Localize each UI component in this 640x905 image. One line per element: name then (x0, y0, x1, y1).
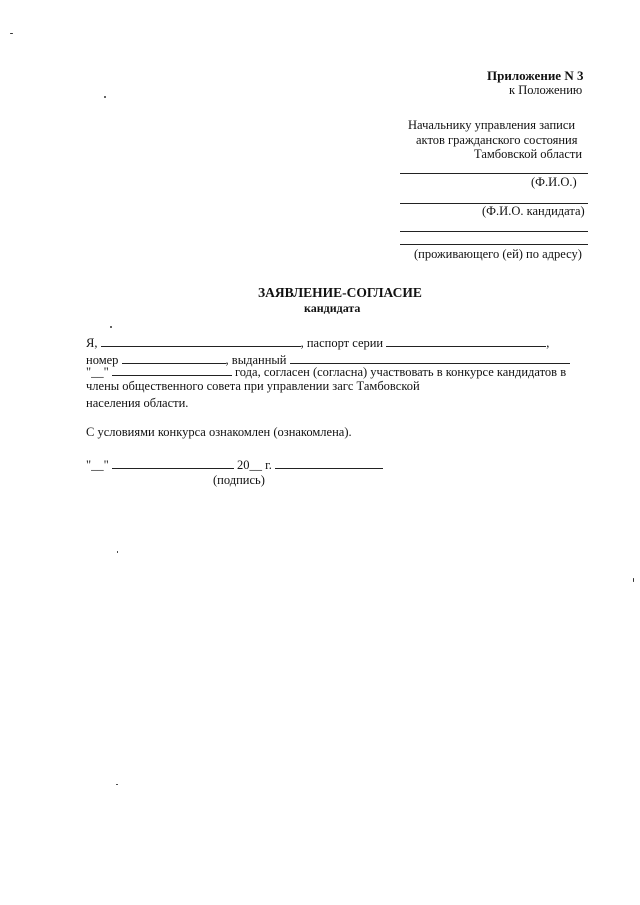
scan-speck (104, 96, 106, 98)
passport-number-field[interactable] (122, 352, 226, 364)
passport-series-field[interactable] (386, 335, 546, 347)
addressee-line-1: Начальнику управления записи (408, 118, 576, 132)
pronoun-text: Я, (86, 336, 98, 350)
conditions-text: С условиями конкурса ознакомлен (ознакомлена). (86, 425, 352, 439)
body-line-4: члены общественного совета при управлении загс Тамбовской (86, 379, 420, 393)
body-line-5: населения области. (86, 396, 189, 410)
issue-date-field[interactable] (112, 364, 232, 376)
statement-title: ЗАЯВЛЕНИЕ-СОГЛАСИЕ (258, 285, 422, 300)
signature-date-line (86, 457, 383, 474)
number-label: номер (86, 353, 119, 367)
signature-field[interactable] (275, 457, 383, 469)
address-blank-line-2[interactable] (400, 244, 588, 245)
signature-label: (подпись) (213, 473, 265, 487)
address-label: (проживающего (ей) по адресу) (414, 247, 582, 261)
signature-year-field[interactable]: 20__ г. (236, 458, 272, 472)
consent-text: года, согласен (согласна) участвовать в конкурсе кандидатов в (234, 365, 567, 379)
scan-speck (116, 784, 118, 785)
fio-blank-line[interactable] (400, 173, 588, 174)
addressee-line-2: актов гражданского состояния (416, 133, 578, 147)
addressee-line-3: Тамбовской области (474, 147, 583, 161)
fio-label: (Ф.И.О.) (531, 175, 577, 189)
address-blank-line-1[interactable] (400, 231, 588, 232)
fio-candidate-label: (Ф.И.О. кандидата) (482, 204, 585, 218)
issued-by-field[interactable] (290, 352, 570, 364)
scan-speck (110, 326, 112, 328)
appendix-subtitle: к Положению (509, 83, 583, 97)
statement-subtitle: кандидата (304, 301, 361, 315)
scan-speck (633, 578, 634, 582)
scan-speck (117, 551, 118, 553)
issued-label: , выданный (225, 353, 287, 367)
date-day-field[interactable]: "__" (86, 365, 109, 379)
appendix-title: Приложение N 3 (487, 68, 584, 83)
scan-speck (10, 33, 13, 34)
signature-month-field[interactable] (112, 457, 234, 469)
passport-series-label: , паспорт серии (300, 336, 384, 350)
body-line-1 (86, 335, 549, 352)
signature-day-field[interactable]: "__" (86, 458, 109, 472)
full-name-field[interactable] (101, 335, 301, 347)
line-end-comma: , (546, 336, 550, 350)
